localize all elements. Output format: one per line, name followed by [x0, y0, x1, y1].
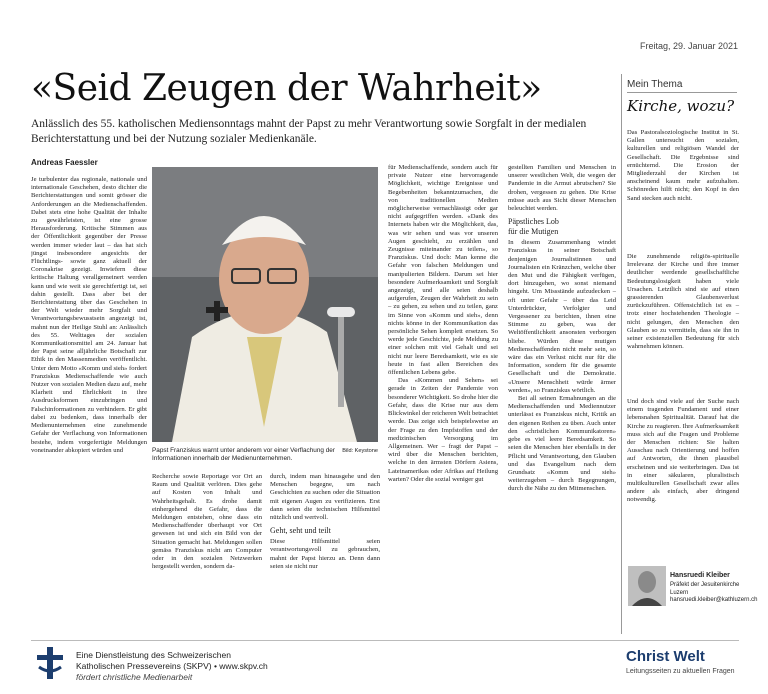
headline: «Seid Zeugen der Wahrheit»: [31, 68, 542, 109]
sidebar-paragraph: Das Pastoralsoziologische Institut in St. Gallen untersucht den sozialen, kulturellen und religiösen Wandel der Gesellschaft. Die Ergebnisse sind ernüchternd. Die Erosion der Mitgliederzahl der Kirchen ist anscheinend kaum mehr aufzuhalten. Schönreden hilft nicht; den Kopf in den Sand stecken auch nicht.: [627, 129, 739, 202]
skpv-logo-icon: [33, 645, 69, 681]
caption-text: Papst Franziskus warnt unter anderem vor einer Verflachung der Informationen innerhalb der Medienunternehmen.: [152, 447, 335, 462]
article-column-2: [152, 473, 262, 633]
section-heading: Geht, seht und teilt: [270, 526, 331, 536]
article-column-1: [31, 176, 147, 632]
photo-caption: [152, 447, 378, 463]
portrait-illustration: [628, 566, 666, 606]
footer-tagline: fördert christliche Medienarbeit: [76, 672, 193, 682]
author-email[interactable]: hansruedi.kleiber@kathluzern.ch: [670, 597, 758, 603]
article-text: Das «Kommen und Sehen» sei gerade in Zeiten der Pandemie von besonderer Wichtigkeit. So drohe hier die Gefahr, dass die Krise nur aus dem Blickwinkel der reicheren Welt betrachtet werde. Das zeige sich beispielsweise an der Frage zu den Impfstoffen und der medizinischen Versorgung im Allgemeinen. Wer – fragt der Papst – wird über die Menschen berichten, welche in den ärmsten Dörfern Asiens, Lateinamerikas oder Afrikas auf Heilung warten? Oder die sozial weniger gut: [388, 377, 498, 483]
sidebar-title: Kirche, wozu?: [627, 97, 735, 115]
article-text: Je turbulenter das regionale, nationale und internationale Geschehen, desto dichter die Berichterstattungen und somit grösser die Anforderungen an die Medienschaffenden. Dabei stets eine hohe Qualität der Inhalte zu gewährleisten, ist eine grosse Herausforderung. Kritische Stimmen aus der Öffentlichkeit gegenüber der Presse werden immer wieder laut – das hat sich jüngst insbesondere angesichts der Flüchtlings- sowie ganz aktuell der Coronakrise gezeigt. Inwiefern diese kritische Haltung verallgemeinert werden kann und wie weit sie gerechtfertigt ist, sei dahin gestellt. Dass aber bei der Berichterstattung über das Geschehen in der Welt wieder mehr Sorgfalt und Verantwortungsbewusstsein angezeigt ist, mahnt nun der Heilige Stuhl an: Anlässlich des 55. Welttages der sozialen Kommunikationsmittel am 24. Januar hat der Papst seine alljährliche Botschaft zur Ethik in den Massenmedien veröffentlicht. Unter dem Motto «Komm und sieh» fordert Franziskus Medienschaffende wie auch Nutzer von sozialen Medien dazu auf, mehr Klarheit und Ehrlichkeit in ihre Ausdrucksformen einzubringen und Falschinformationen zu verhindern. Er gibt dabei zu bedenken, dass innerhalb der Medienunternehmen eine zunehmende Gefahr der Verflachung von Informationen bestehe, indem vorgefertigte Meldungen voneinander abkopiert würden und: [31, 176, 147, 454]
sidebar-rule: [627, 92, 737, 93]
subheadline: Anlässlich des 55. katholischen Mediensonntags mahnt der Papst zu mehr Verantwortung sowie Sorgfalt in der medialen Berichterstattung und bei der Nutzung sozialer Medienkanäle.: [31, 118, 587, 145]
christ-welt-logo: Christ Welt: [626, 648, 705, 665]
sidebar-header: Mein Thema: [627, 79, 683, 90]
author-byline: Andreas Faessler: [31, 158, 98, 167]
article-text: Recherche sowie Reportage vor Ort an Raum und Qualität verlören. Dies gehe auf Kosten von Inhalt und Wahrheitsgehalt. Es drohe damit einhergehend die Gefahr, dass die Meldungen entstehen, ohne dass ein Medienschaffender überhaupt vor Ort gewesen ist und sich ein Bild von der Situation gemacht hat. Meldungen sollen gemäss Franziskus nicht am Computer oder in den sozialen Netzwerken hergestellt werden, sondern da-: [152, 473, 262, 571]
article-column-4: [388, 164, 498, 633]
pope-photo: [152, 167, 378, 442]
issue-date: Freitag, 29. Januar 2021: [640, 41, 739, 51]
section-heading: Päpstliches Lob für die Mutigen: [508, 217, 559, 237]
footer-line: Katholischen Pressevereins (SKPV) • www.skpv.ch: [76, 661, 268, 671]
article-text: für Medienschaffende, sondern auch für private Nutzer eine hervorragende Möglichkeit, wichtige Ereignisse und Begebenheiten bekanntzumachen, die von traditionellen Medien möglicherweise vernachlässigt oder gar nicht aufgegriffen werden. «Dank des Internets haben wir die Möglichkeit, das, was wir sehen und was vor unseren Augen geschieht, zu erzählen und Zeugnisse miteinander zu teilen», so Franziskus. Und doch: Man kenne die Gefahr von falschen Meldungen und manipulierten Bildern. Darum sei hier besondere Aufmerksamkeit und Sorgfalt angezeigt, und alle seien deshalb aufgerufen, Zeugen der Wahrheit zu sein – zu gehen, zu sehen und zu teilen, ganz im Sinne von «Komm und sieh», denn nichts könne in der Kommunikation das persönliche Sehen komplett ersetzen. So werde jede Geschichte, jede Meldung zu einer solchen mit viel Gehalt und sei nicht nur leere Beredsamkeit, wie es sie heute in fast allen Bereichen des öffentlichen Lebens gebe.: [388, 164, 498, 377]
column-divider: [621, 74, 622, 634]
footer-line: Eine Dienstleistung des Schweizerischen: [76, 650, 231, 660]
sidebar-paragraph: Die zunehmende religiös-spirituelle Irrelevanz der Kirche und ihre immer deutlicher werdende gesellschaftliche Bedeutungslosigkeit haben viele Ursachen. Letztlich sind sie auf einen grassierenden Glaubensverlust zurückzuführen. Offensichtlich ist es – trotz einer hochstehenden Theologie – nicht gelungen, den Menschen den Glauben so zu vermitteln, dass sie ihn in seiner existenziellen Bedeutung für sich wahrnehmen können.: [627, 253, 739, 351]
author-portrait: [628, 566, 666, 606]
sidebar-author-name: Hansruedi Kleiber: [670, 572, 730, 579]
article-column-3: [270, 473, 380, 633]
article-text: In diesem Zusammenhang windet Franziskus in seiner Botschaft denjenigen Journalistinnen und Journalisten ein Kränzchen, welche über den Mut und die Fähigkeit verfügen, dort hinzugehen, wo sonst niemand hingeht. Um Missstände aufzudecken – oft unter Gefahr – über das Leid Unterdrückter, Verfolgter und Vergessener zu berichten, ihnen eine Stimme zu geben, was der Weltöffentlichkeit ansonsten verborgen bliebe. Würden diese mutigen Medienschaffenden nicht mehr sein, so wäre das ein Verlust nicht nur für die Information, sondern für die gesamte Gesellschaft und die Demokratie. «Unsere Menschheit würde ärmer werden», so Franziskus wörtlich.: [508, 239, 616, 394]
article-text: Bei all seinen Ermahnungen an die Medienschaffenden und Mediennutzer unterlässt es Franziskus nicht, Kritik an den eigenen Reihen zu üben. Auch unter den «christlichen Kommunikatoren» gebe es viel leere Beredsamkeit. So seien die Menschen hier ebenfalls in der Pflicht und Verantwortung, den Glauben und das Evangelium nach dem Grundsatz «Komm und sieh» weiterzugeben – durch Begegnungen, durch die Nähe zu den Mitmenschen.: [508, 395, 616, 493]
article-text: durch, indem man hinausgehe und den Menschen begegne, um nach Geschichten zu suchen oder die Situation mit eigenen Augen zu verifizieren. Erst dann seien die technischen Hilfsmittel nützlich und wertvoll.: [270, 473, 380, 522]
sidebar-paragraph: Und doch sind viele auf der Suche nach einem tragenden Fundament und einer lebensnahen Spiritualität. Darauf hat die Kirche zu reagieren. Ihre Aufmerksamkeit muss sich auf die Fragen und Probleme der Menschen richten: Sie halten Ausschau nach Orientierung und hoffen auf Antworten, die ihnen plausibel erscheinen und sie weiterbringen. Das ist in einer säkularen, pluralistisch multikulturellen Gesellschaft zwar alles andere als einfach, aber dringend notwendig.: [627, 398, 739, 504]
article-text: Diese Hilfsmittel seien verantwortungsvoll zu gebrauchen, mahnt der Papst hierzu an. Denn dann seien sie nicht nur: [270, 538, 380, 570]
photo-credit: Bild: Keystone: [342, 448, 378, 454]
sidebar-author-info: [670, 582, 758, 605]
article-column-5: [508, 164, 616, 633]
footer-text: [76, 650, 268, 683]
author-role: Präfekt der Jesuitenkirche Luzern: [670, 582, 740, 596]
pope-illustration: [152, 167, 378, 442]
article-text: gestellten Familien und Menschen in unserer westlichen Welt, die wegen der Pandemie in die Armut abrutschen? Sie drohen, vergessen zu gehen. Die Krise müsse auch aus Sicht dieser Menschen beleuchtet werden.: [508, 164, 616, 213]
christ-welt-tagline: Leitungsseiten zu aktuellen Fragen: [626, 668, 735, 675]
footer-rule: [31, 640, 739, 641]
